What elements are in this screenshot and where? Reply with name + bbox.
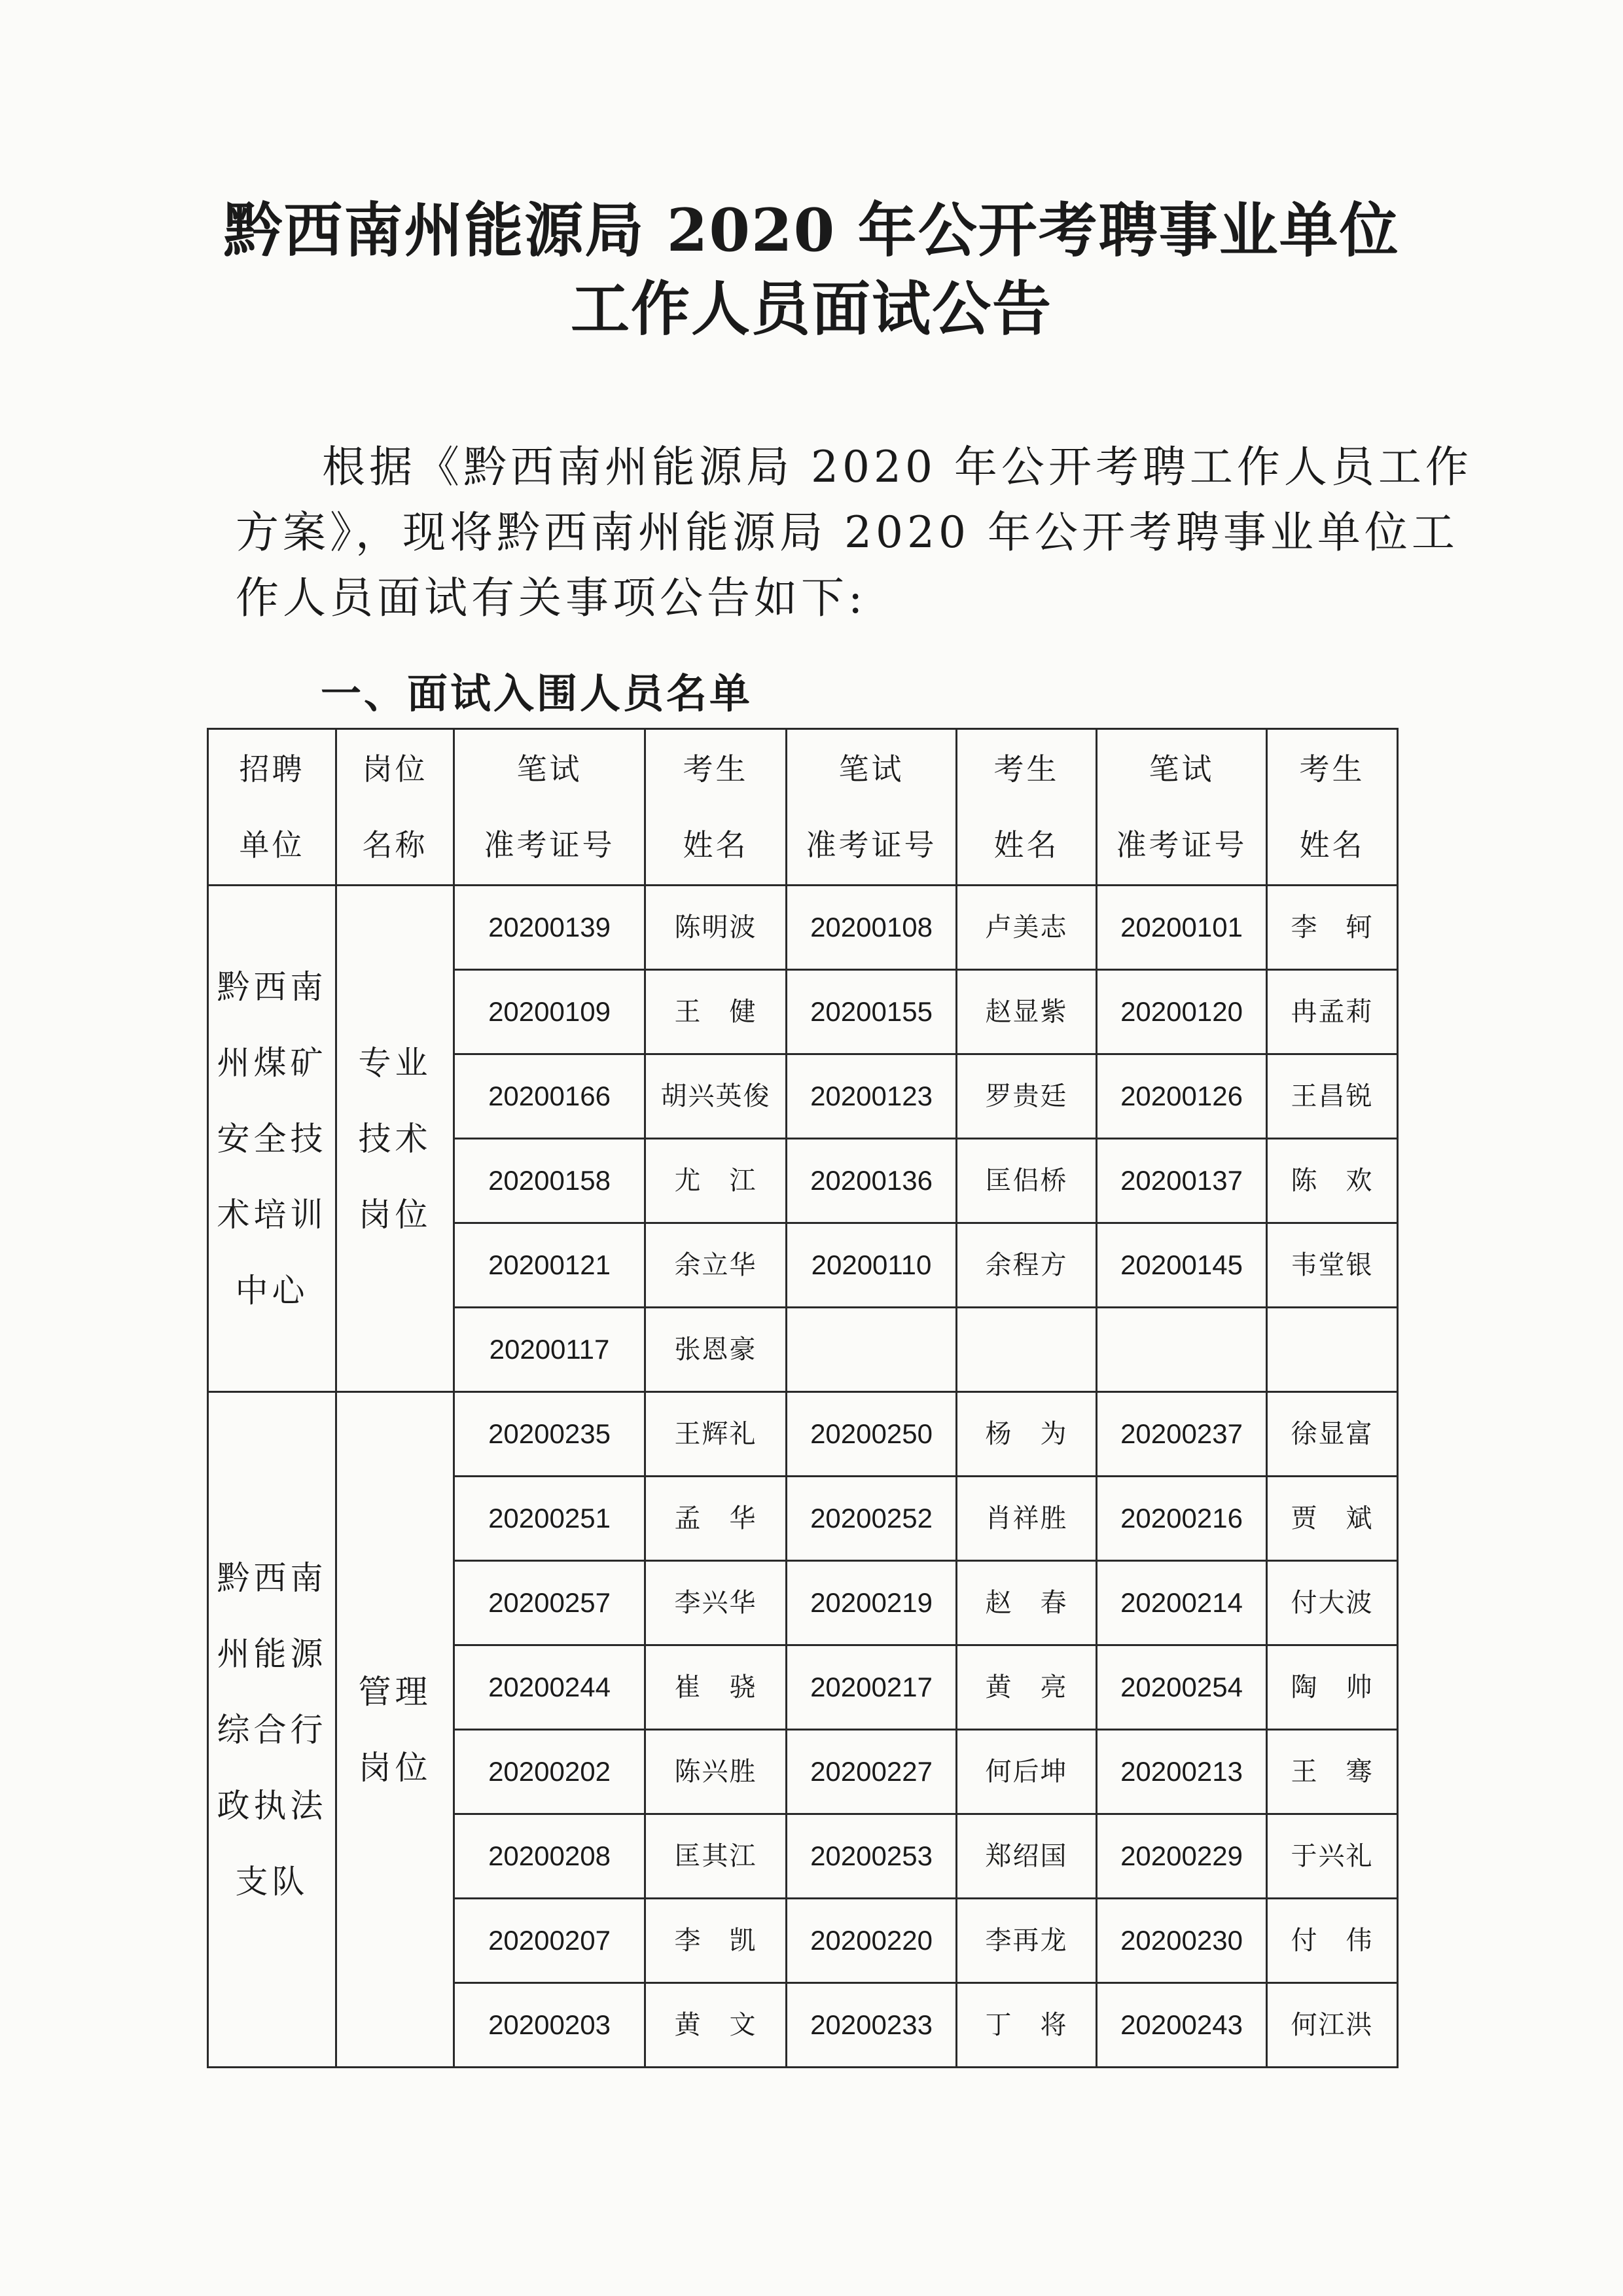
exam-number-cell: 20200229 bbox=[1097, 1814, 1267, 1899]
exam-number-cell: 20200253 bbox=[787, 1814, 957, 1899]
candidate-name-cell: 徐显富 bbox=[1267, 1392, 1398, 1477]
candidate-name-cell: 陶 帅 bbox=[1267, 1645, 1398, 1730]
post-name-cell: 管理 岗位 bbox=[336, 1392, 454, 2068]
candidate-name-cell: 李 轲 bbox=[1267, 886, 1398, 970]
candidate-name-cell: 何江洪 bbox=[1267, 1983, 1398, 2068]
paragraph-line: 方案》，现将黔西南州能源局 2020 年公开考聘事业单位工 bbox=[236, 507, 1459, 558]
exam-number-cell: 20200117 bbox=[454, 1308, 645, 1392]
exam-number-cell: 20200121 bbox=[454, 1223, 645, 1308]
candidate-name-cell: 付大波 bbox=[1267, 1561, 1398, 1645]
exam-number-cell: 20200250 bbox=[787, 1392, 957, 1477]
candidate-name-cell: 郑绍国 bbox=[957, 1814, 1097, 1899]
header-name: 考生 姓名 bbox=[1267, 729, 1398, 886]
header-name: 考生 姓名 bbox=[645, 729, 787, 886]
exam-number-cell bbox=[787, 1308, 957, 1392]
exam-number-cell: 20200120 bbox=[1097, 970, 1267, 1054]
exam-number-cell: 20200217 bbox=[787, 1645, 957, 1730]
exam-number-cell: 20200203 bbox=[454, 1983, 645, 2068]
candidate-name-cell bbox=[957, 1308, 1097, 1392]
candidate-name-cell: 崔 骁 bbox=[645, 1645, 787, 1730]
exam-number-cell: 20200214 bbox=[1097, 1561, 1267, 1645]
table-row bbox=[208, 1392, 1398, 1477]
candidate-name-cell: 李再龙 bbox=[957, 1899, 1097, 1983]
candidate-name-cell: 陈兴胜 bbox=[645, 1730, 787, 1814]
exam-number-cell: 20200123 bbox=[787, 1054, 957, 1139]
header-unit: 招聘 单位 bbox=[208, 729, 336, 886]
candidate-name-cell: 李 凯 bbox=[645, 1899, 787, 1983]
exam-number-cell bbox=[1097, 1308, 1267, 1392]
exam-number-cell: 20200108 bbox=[787, 886, 957, 970]
header-exam-no: 笔试 准考证号 bbox=[1097, 729, 1267, 886]
candidate-name-cell: 罗贵廷 bbox=[957, 1054, 1097, 1139]
exam-number-cell: 20200136 bbox=[787, 1139, 957, 1223]
exam-number-cell: 20200101 bbox=[1097, 886, 1267, 970]
candidate-name-cell: 余程方 bbox=[957, 1223, 1097, 1308]
candidate-name-cell: 赵 春 bbox=[957, 1561, 1097, 1645]
table-header bbox=[208, 729, 1398, 886]
interview-roster-table bbox=[207, 728, 1399, 2068]
exam-number-cell: 20200219 bbox=[787, 1561, 957, 1645]
candidate-name-cell: 杨 为 bbox=[957, 1392, 1097, 1477]
exam-number-cell: 20200243 bbox=[1097, 1983, 1267, 2068]
candidate-name-cell: 于兴礼 bbox=[1267, 1814, 1398, 1899]
exam-number-cell: 20200207 bbox=[454, 1899, 645, 1983]
candidate-name-cell: 胡兴英俊 bbox=[645, 1054, 787, 1139]
candidate-name-cell: 李兴华 bbox=[645, 1561, 787, 1645]
candidate-name-cell: 贾 斌 bbox=[1267, 1477, 1398, 1561]
exam-number-cell: 20200244 bbox=[454, 1645, 645, 1730]
exam-number-cell: 20200202 bbox=[454, 1730, 645, 1814]
exam-number-cell: 20200166 bbox=[454, 1054, 645, 1139]
candidate-name-cell: 尤 江 bbox=[645, 1139, 787, 1223]
table-body bbox=[208, 886, 1398, 2068]
candidate-name-cell: 王 骞 bbox=[1267, 1730, 1398, 1814]
exam-number-cell: 20200109 bbox=[454, 970, 645, 1054]
header-exam-no: 笔试 准考证号 bbox=[787, 729, 957, 886]
exam-number-cell: 20200155 bbox=[787, 970, 957, 1054]
candidate-name-cell: 付 伟 bbox=[1267, 1899, 1398, 1983]
candidate-name-cell: 陈 欢 bbox=[1267, 1139, 1398, 1223]
exam-number-cell: 20200235 bbox=[454, 1392, 645, 1477]
candidate-name-cell: 黄 亮 bbox=[957, 1645, 1097, 1730]
exam-number-cell: 20200139 bbox=[454, 886, 645, 970]
exam-number-cell: 20200237 bbox=[1097, 1392, 1267, 1477]
table-row bbox=[208, 886, 1398, 970]
candidate-name-cell: 何后坤 bbox=[957, 1730, 1097, 1814]
header-name: 考生 姓名 bbox=[957, 729, 1097, 886]
candidate-name-cell: 肖祥胜 bbox=[957, 1477, 1097, 1561]
candidate-name-cell: 王昌锐 bbox=[1267, 1054, 1398, 1139]
recruiting-unit-cell: 黔西南 州煤矿 安全技 术培训 中心 bbox=[208, 886, 336, 1392]
exam-number-cell: 20200137 bbox=[1097, 1139, 1267, 1223]
header-row bbox=[208, 729, 1398, 886]
candidate-name-cell: 丁 将 bbox=[957, 1983, 1097, 2068]
exam-number-cell: 20200208 bbox=[454, 1814, 645, 1899]
document-title-line-2: 工作人员面试公告 bbox=[571, 274, 1052, 344]
exam-number-cell: 20200230 bbox=[1097, 1899, 1267, 1983]
candidate-name-cell: 孟 华 bbox=[645, 1477, 787, 1561]
exam-number-cell: 20200252 bbox=[787, 1477, 957, 1561]
exam-number-cell: 20200158 bbox=[454, 1139, 645, 1223]
exam-number-cell: 20200251 bbox=[454, 1477, 645, 1561]
paragraph-line: 根据《黔西南州能源局 2020 年公开考聘工作人员工作 bbox=[322, 442, 1472, 492]
exam-number-cell: 20200126 bbox=[1097, 1054, 1267, 1139]
exam-number-cell: 20200213 bbox=[1097, 1730, 1267, 1814]
candidate-name-cell: 匡其江 bbox=[645, 1814, 787, 1899]
exam-number-cell: 20200233 bbox=[787, 1983, 957, 2068]
candidate-name-cell: 卢美志 bbox=[957, 886, 1097, 970]
candidate-name-cell: 赵显紫 bbox=[957, 970, 1097, 1054]
candidate-name-cell: 王 健 bbox=[645, 970, 787, 1054]
recruiting-unit-cell: 黔西南 州能源 综合行 政执法 支队 bbox=[208, 1392, 336, 2068]
intro-paragraph bbox=[236, 435, 1472, 631]
candidate-name-cell: 黄 文 bbox=[645, 1983, 787, 2068]
candidate-name-cell: 韦堂银 bbox=[1267, 1223, 1398, 1308]
exam-number-cell: 20200257 bbox=[454, 1561, 645, 1645]
header-exam-no: 笔试 准考证号 bbox=[454, 729, 645, 886]
document-title-line-1: 黔西南州能源局 2020 年公开考聘事业单位 bbox=[223, 196, 1400, 265]
exam-number-cell: 20200216 bbox=[1097, 1477, 1267, 1561]
header-post: 岗位 名称 bbox=[336, 729, 454, 886]
paragraph-line: 作人员面试有关事项公告如下: bbox=[236, 573, 867, 623]
exam-number-cell: 20200220 bbox=[787, 1899, 957, 1983]
candidate-name-cell: 匡侣桥 bbox=[957, 1139, 1097, 1223]
exam-number-cell: 20200145 bbox=[1097, 1223, 1267, 1308]
candidate-name-cell bbox=[1267, 1308, 1398, 1392]
exam-number-cell: 20200227 bbox=[787, 1730, 957, 1814]
candidate-name-cell: 余立华 bbox=[645, 1223, 787, 1308]
candidate-name-cell: 张恩豪 bbox=[645, 1308, 787, 1392]
candidate-name-cell: 王辉礼 bbox=[645, 1392, 787, 1477]
exam-number-cell: 20200254 bbox=[1097, 1645, 1267, 1730]
post-name-cell: 专业 技术 岗位 bbox=[336, 886, 454, 1392]
candidate-name-cell: 陈明波 bbox=[645, 886, 787, 970]
candidate-name-cell: 冉孟莉 bbox=[1267, 970, 1398, 1054]
exam-number-cell: 20200110 bbox=[787, 1223, 957, 1308]
section-heading: 一、面试入围人员名单 bbox=[321, 670, 753, 717]
